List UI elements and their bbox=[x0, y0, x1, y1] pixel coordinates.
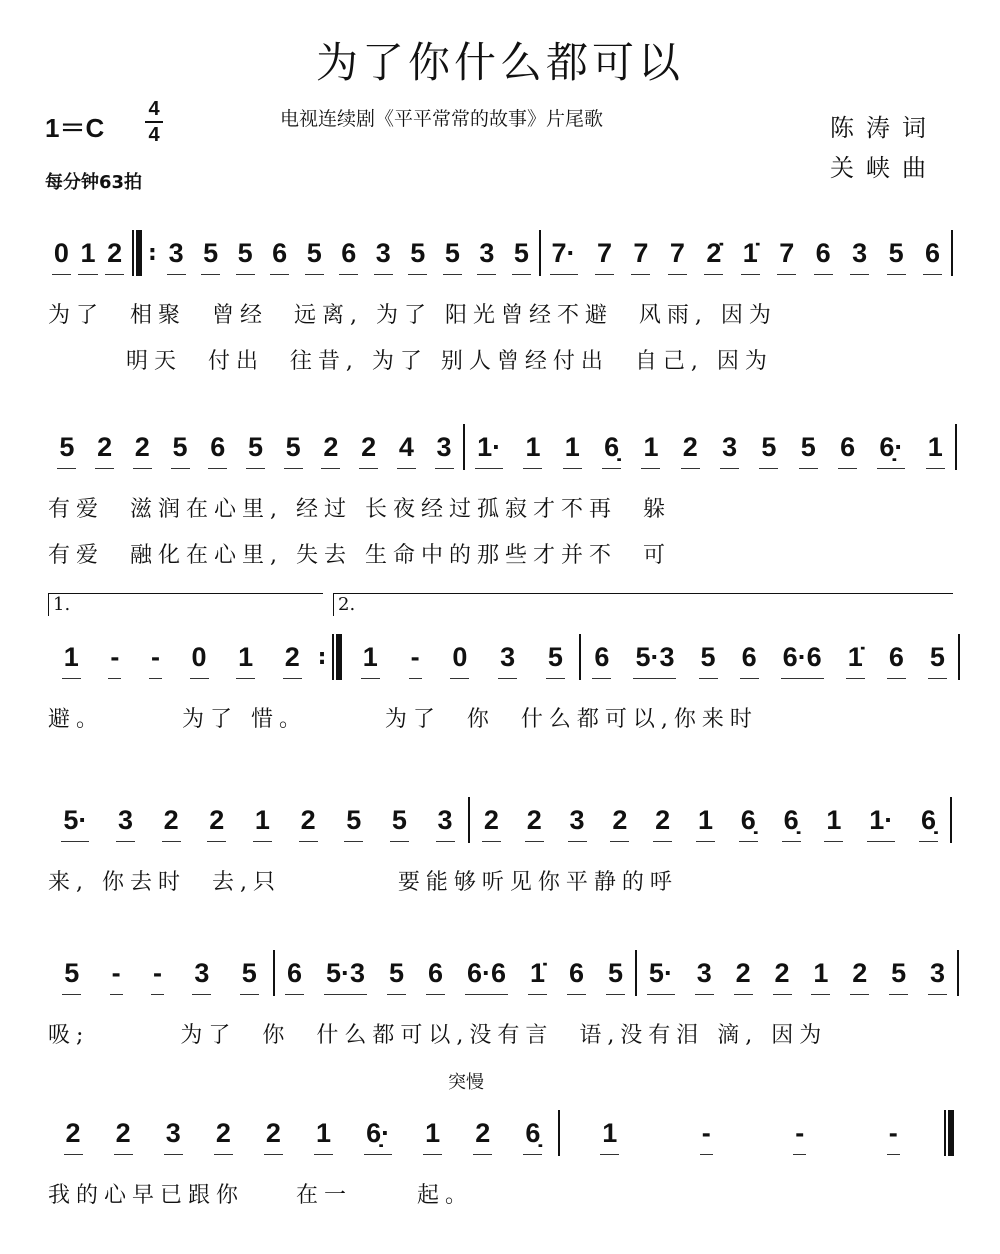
note: 5 bbox=[800, 431, 816, 462]
note: 5 bbox=[203, 237, 219, 268]
note: 2 bbox=[97, 431, 113, 462]
lyric-line: 我的心早已跟你 在一 起。 bbox=[48, 1183, 473, 1208]
note: 6̣· bbox=[366, 1117, 391, 1148]
note: 3 bbox=[569, 804, 585, 835]
staff-row bbox=[48, 948, 960, 998]
note: 6 bbox=[341, 237, 357, 268]
note: 6̣ bbox=[783, 804, 799, 835]
note: 1 bbox=[697, 804, 713, 835]
note: 2 bbox=[655, 804, 671, 835]
note: 2 bbox=[65, 1117, 81, 1148]
note: 3 bbox=[165, 1117, 181, 1148]
staff-row bbox=[48, 632, 960, 682]
measure bbox=[541, 228, 951, 278]
note: 1 bbox=[927, 431, 943, 462]
measure bbox=[48, 1108, 558, 1158]
note: 5·3 bbox=[325, 957, 366, 988]
note: 5· bbox=[648, 957, 673, 988]
note: 1̇ bbox=[847, 641, 863, 672]
note: 2 bbox=[107, 237, 123, 268]
note: 5 bbox=[513, 237, 529, 268]
time-signature bbox=[145, 98, 163, 146]
note: 5 bbox=[346, 804, 362, 835]
measure bbox=[48, 422, 463, 472]
note: 6 bbox=[594, 641, 610, 672]
barline bbox=[950, 797, 952, 843]
note: - bbox=[701, 1117, 711, 1148]
note: 5 bbox=[285, 431, 301, 462]
song-title: 为了你什么都可以 bbox=[315, 38, 684, 87]
ts-bottom: 4 bbox=[148, 124, 160, 146]
lyric-line: 明天 付出 往昔, 为了 别人曾经付出 自己, 因为 bbox=[48, 349, 773, 374]
tempo-marking: 每分钟63拍 bbox=[45, 172, 143, 193]
note: 6̣ bbox=[525, 1117, 541, 1148]
note: 5 bbox=[761, 431, 777, 462]
note: 7 bbox=[779, 237, 795, 268]
note: 2 bbox=[209, 804, 225, 835]
note: 1 bbox=[602, 1117, 618, 1148]
note: 2 bbox=[134, 431, 150, 462]
note: 5 bbox=[391, 804, 407, 835]
note: 6 bbox=[210, 431, 226, 462]
note: 5 bbox=[172, 431, 188, 462]
note: 3 bbox=[117, 804, 133, 835]
note: - bbox=[110, 641, 120, 672]
note: 1 bbox=[525, 431, 541, 462]
repeat-start-barline bbox=[132, 230, 142, 276]
note: 6 bbox=[427, 957, 444, 988]
note: 1 bbox=[63, 641, 79, 672]
measure bbox=[48, 948, 273, 998]
note: 3 bbox=[437, 804, 453, 835]
note: 2 bbox=[612, 804, 628, 835]
staff-row bbox=[48, 795, 960, 845]
note: 6̣ bbox=[740, 804, 756, 835]
note: 0 bbox=[452, 641, 468, 672]
lyric-line: 吸; 为了 你 什么都可以,没有言 语,没有泪 滴, 因为 bbox=[48, 1023, 828, 1048]
note: 0 bbox=[53, 237, 69, 268]
note: - bbox=[152, 957, 162, 988]
note: 6 bbox=[888, 641, 904, 672]
final-barline bbox=[944, 1110, 954, 1156]
ts-line bbox=[145, 121, 163, 123]
note: 5 bbox=[888, 237, 904, 268]
note: - bbox=[111, 957, 121, 988]
note: 2 bbox=[483, 804, 499, 835]
note: 3 bbox=[436, 431, 452, 462]
key-signature: 1＝C bbox=[45, 113, 105, 143]
note: 7 bbox=[669, 237, 685, 268]
measure bbox=[465, 422, 955, 472]
composer: 关峡曲 bbox=[830, 154, 938, 182]
note: 1 bbox=[813, 957, 829, 988]
staff-row bbox=[48, 228, 960, 278]
note: 6·6 bbox=[782, 641, 822, 672]
note: 6 bbox=[840, 431, 856, 462]
note: - bbox=[888, 1117, 898, 1148]
measure bbox=[159, 228, 539, 278]
note: 6̣ bbox=[921, 804, 937, 835]
note: 7 bbox=[633, 237, 649, 268]
note: 6 bbox=[286, 957, 303, 988]
note: 5 bbox=[306, 237, 322, 268]
note: 7· bbox=[551, 237, 576, 268]
note: 6 bbox=[741, 641, 757, 672]
note: 1̇ bbox=[742, 237, 758, 268]
note: 3 bbox=[696, 957, 712, 988]
volta-1: 1. bbox=[48, 593, 323, 616]
note: 2 bbox=[115, 1117, 131, 1148]
barline bbox=[957, 950, 959, 996]
note: 5 bbox=[547, 641, 563, 672]
note: 1· bbox=[869, 804, 894, 835]
note: 1· bbox=[477, 431, 502, 462]
note: 5 bbox=[444, 237, 460, 268]
note: 5 bbox=[891, 957, 907, 988]
repeat-dots: : bbox=[317, 644, 327, 670]
note: 5 bbox=[241, 957, 257, 988]
note: 1 bbox=[564, 431, 580, 462]
note: 5 bbox=[607, 957, 624, 988]
note: 2 bbox=[323, 431, 339, 462]
note: 5 bbox=[388, 957, 405, 988]
note: 3 bbox=[375, 237, 391, 268]
note: 5 bbox=[237, 237, 253, 268]
note: 5 bbox=[700, 641, 716, 672]
note: - bbox=[795, 1117, 805, 1148]
measure bbox=[48, 632, 316, 682]
note: 5·3 bbox=[635, 641, 675, 672]
note: 6 bbox=[925, 237, 941, 268]
volta-2: 2. bbox=[333, 593, 953, 616]
note: 6 bbox=[815, 237, 831, 268]
note: 6 bbox=[272, 237, 288, 268]
note: 2 bbox=[475, 1117, 491, 1148]
note: 4 bbox=[398, 431, 414, 462]
note: 5 bbox=[64, 957, 80, 988]
note: 3 bbox=[722, 431, 738, 462]
measure bbox=[48, 795, 468, 845]
note: 2 bbox=[265, 1117, 281, 1148]
measure bbox=[275, 948, 635, 998]
note: 2 bbox=[163, 804, 179, 835]
barline bbox=[955, 424, 957, 470]
note: 2 bbox=[526, 804, 542, 835]
subtitle: 电视连续剧《平平常常的故事》片尾歌 bbox=[280, 108, 604, 130]
lyric-line: 有爱 融化在心里, 失去 生命中的那些才并不 可 bbox=[48, 543, 671, 568]
note: 1̇ bbox=[529, 957, 546, 988]
note: 6̣· bbox=[879, 431, 904, 462]
note: 2 bbox=[682, 431, 698, 462]
lyricist: 陈涛词 bbox=[830, 114, 938, 142]
barline bbox=[951, 230, 953, 276]
barline bbox=[958, 634, 960, 680]
note: 2 bbox=[300, 804, 316, 835]
note: 3 bbox=[930, 957, 946, 988]
staff-row bbox=[48, 1108, 960, 1158]
measure bbox=[48, 228, 128, 278]
note: 1 bbox=[238, 641, 254, 672]
note: 1 bbox=[80, 237, 96, 268]
note: 5 bbox=[929, 641, 945, 672]
note: 3 bbox=[852, 237, 868, 268]
note: 1 bbox=[362, 641, 378, 672]
note: 5· bbox=[63, 804, 88, 835]
note: 5 bbox=[410, 237, 426, 268]
note: 1 bbox=[316, 1117, 332, 1148]
tempo-change: 突慢 bbox=[448, 1072, 484, 1093]
repeat-dots: : bbox=[148, 240, 157, 266]
lyric-line: 避。 为了 惜。 为了 你 什么都可以,你来时 bbox=[48, 707, 758, 732]
lyric-line: 有爱 滋润在心里, 经过 长夜经过孤寂才不再 躲 bbox=[48, 497, 671, 522]
note: 3 bbox=[168, 237, 184, 268]
note: 2 bbox=[735, 957, 751, 988]
note: 1 bbox=[826, 804, 842, 835]
note: 1 bbox=[425, 1117, 441, 1148]
note: - bbox=[410, 641, 420, 672]
lyric-line: 来, 你去时 去,只 要能够听见你平静的呼 bbox=[48, 870, 678, 895]
note: 5 bbox=[59, 431, 75, 462]
note: 3 bbox=[500, 641, 516, 672]
measure bbox=[470, 795, 950, 845]
note: 0 bbox=[191, 641, 207, 672]
note: 1 bbox=[254, 804, 270, 835]
note: 1 bbox=[643, 431, 659, 462]
note: 2 bbox=[361, 431, 377, 462]
measure bbox=[637, 948, 957, 998]
staff-row bbox=[48, 422, 960, 472]
note: 6·6 bbox=[466, 957, 507, 988]
note: 6 bbox=[568, 957, 585, 988]
note: 3 bbox=[479, 237, 495, 268]
measure bbox=[346, 632, 579, 682]
note: 2 bbox=[215, 1117, 231, 1148]
ts-top: 4 bbox=[148, 98, 160, 120]
note: - bbox=[150, 641, 160, 672]
note: 3 bbox=[194, 957, 210, 988]
note: 2 bbox=[284, 641, 300, 672]
repeat-end-barline bbox=[332, 634, 342, 680]
note: 7 bbox=[596, 237, 612, 268]
note: 6̣ bbox=[604, 431, 620, 462]
note: 2 bbox=[852, 957, 868, 988]
lyric-line: 为了 相聚 曾经 远离, 为了 阳光曾经不避 风雨, 因为 bbox=[48, 303, 777, 328]
measure bbox=[581, 632, 958, 682]
note: 5 bbox=[247, 431, 263, 462]
measure bbox=[560, 1108, 940, 1158]
note: 2̇ bbox=[706, 237, 722, 268]
note: 2 bbox=[774, 957, 790, 988]
